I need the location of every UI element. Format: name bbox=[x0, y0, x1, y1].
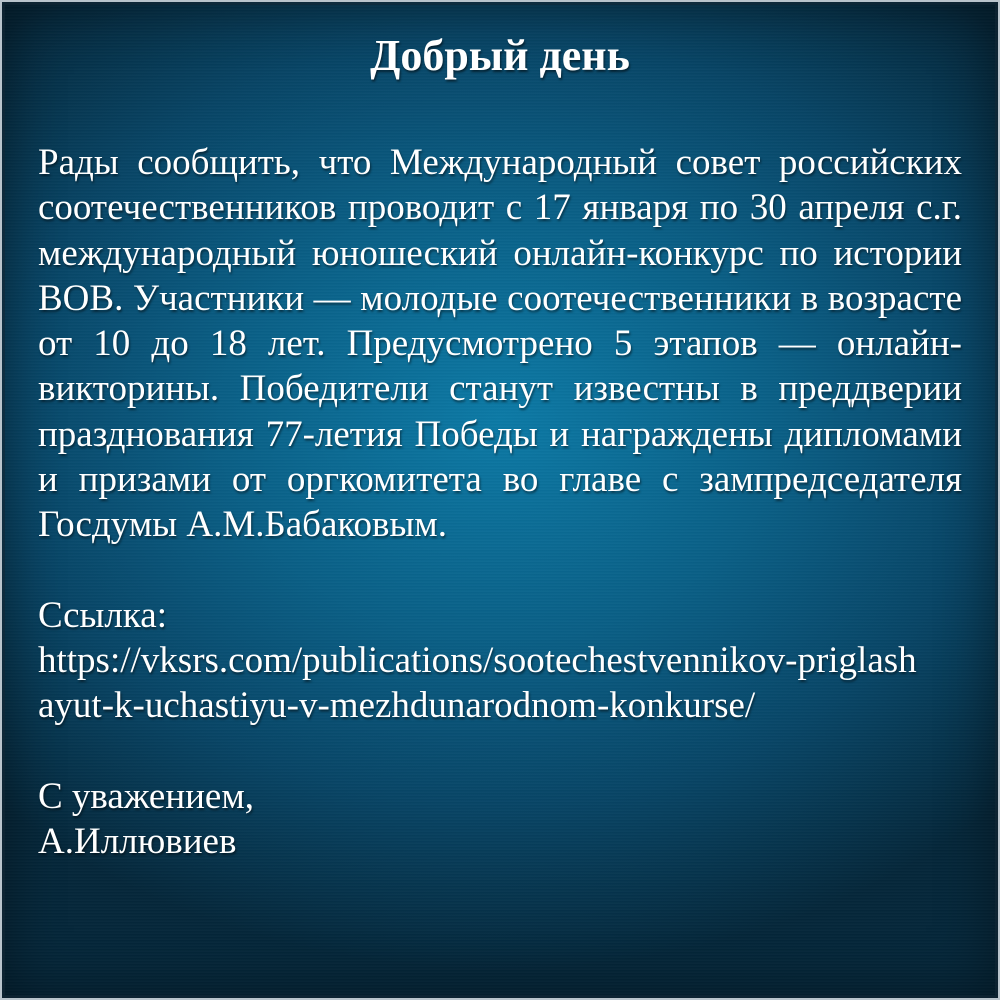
signature-name: А.Иллювиев bbox=[38, 820, 237, 862]
greeting-title: Добрый день bbox=[370, 31, 630, 80]
announcement-text: Рады сообщить, что Международный совет российских соотечественников проводит с 17 января по 30 апреля с.г. международный юношеский онлайн-конкурс по истории ВОВ. Участники — молодые соотечественники в возрасте от 10 до 18 лет. Предусмотрено 5 этапов — онлайн-викторины. Победители станут известны в преддверии празднования 77-летия Победы и награждены дипломами и призами от оргкомитета во главе с зампредседателя Госдумы А.М.Бабаковым. bbox=[38, 142, 962, 546]
spacer bbox=[38, 548, 962, 593]
spacer bbox=[38, 729, 962, 774]
publication-link[interactable]: https://vksrs.com/publications/sootechestvennikov-priglashayut-k-uchastiyu-v-mezhdunarodnom-konkurse/ bbox=[38, 639, 917, 727]
closing-phrase: С уважением, bbox=[38, 775, 255, 817]
link-label: Ссылка: bbox=[38, 594, 167, 636]
message-body bbox=[38, 140, 962, 864]
